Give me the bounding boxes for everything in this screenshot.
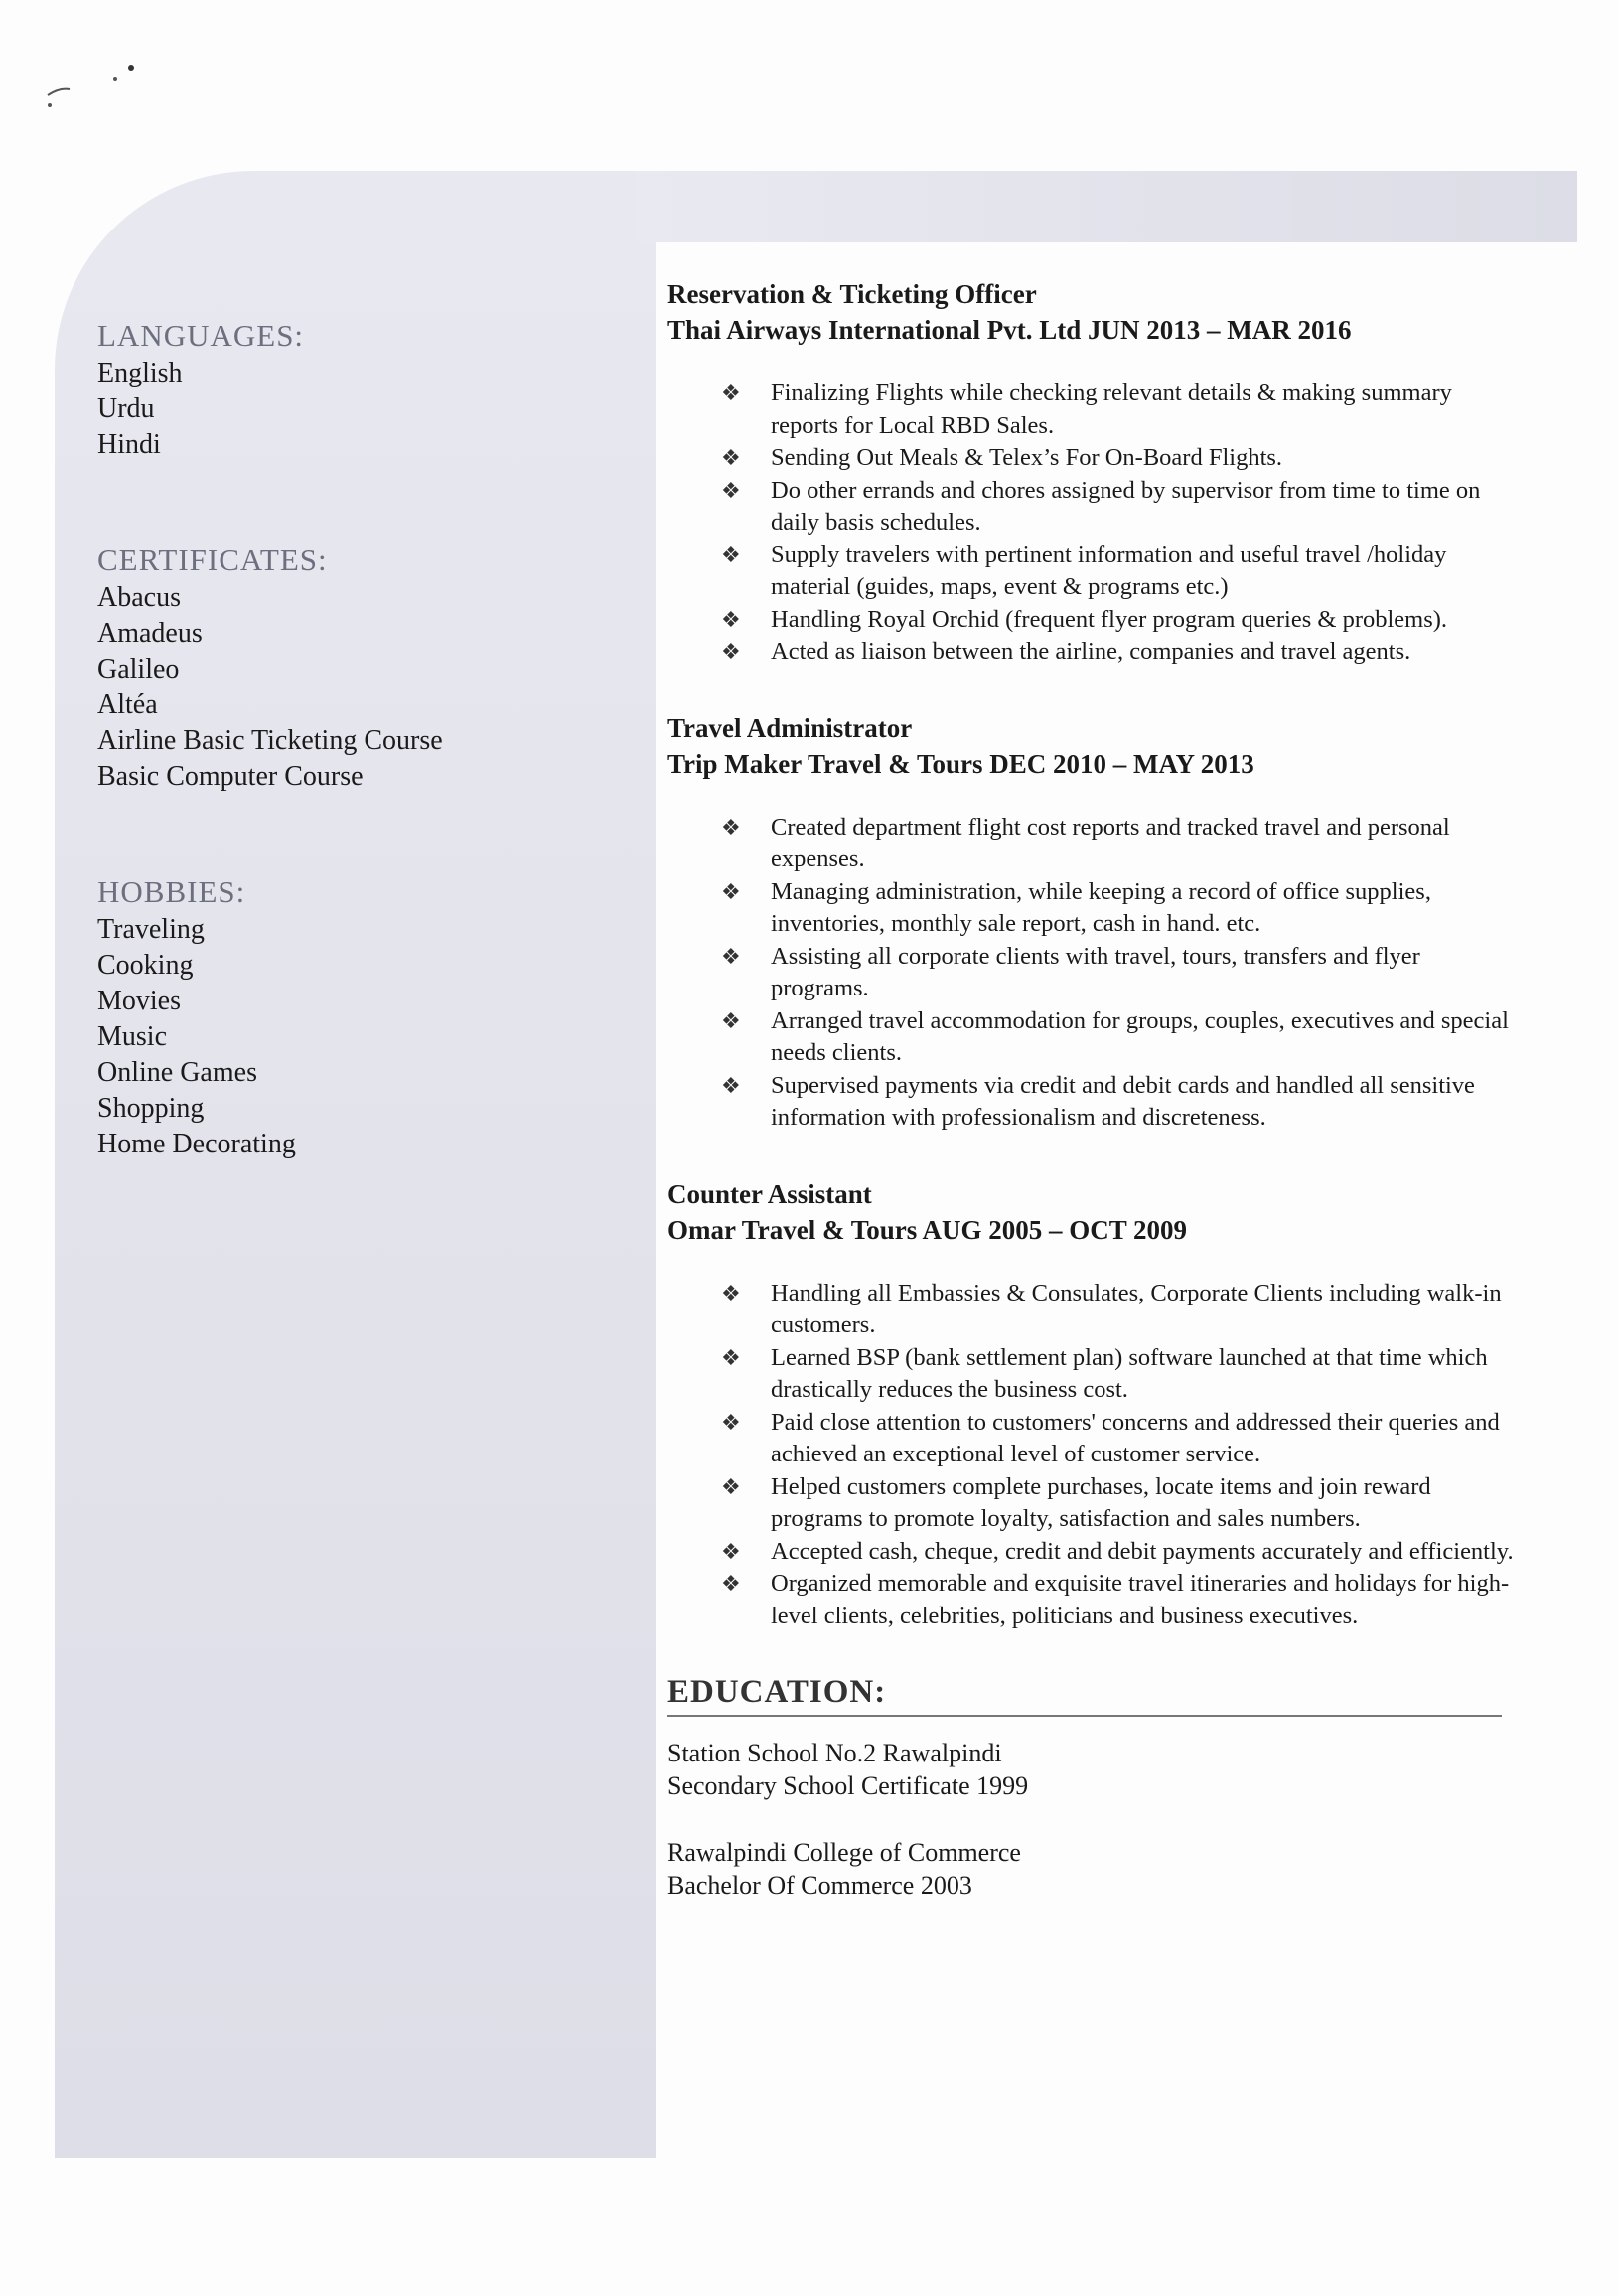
list-item: ❖ Do other errands and chores assigned by supervisor from time to time on daily basis schedules.: [721, 476, 1481, 536]
qualification: Secondary School Certificate 1999: [667, 1771, 1029, 1800]
job-duties-list: [667, 812, 1522, 1135]
list-item: ❖ Assisting all corporate clients with travel, tours, transfers and flyer programs.: [721, 942, 1420, 1001]
diamond-bullet-icon: ❖: [721, 1538, 741, 1564]
list-item: Shopping: [97, 1093, 205, 1124]
job-entry-trip-maker: [667, 710, 1522, 1135]
education-entry: [667, 1836, 1522, 1902]
list-item: Amadeus: [97, 618, 203, 649]
list-item: ❖ Arranged travel accommodation for groups, couples, executives and special needs clients.: [721, 1006, 1509, 1066]
list-item: ❖ Supply travelers with pertinent information and useful travel /holiday material (guides, maps, event & programs etc.): [721, 540, 1447, 600]
header-band: [636, 171, 1577, 242]
list-item: ❖ Supervised payments via credit and debit cards and handled all sensitive information with professionalism and discreteness.: [721, 1071, 1475, 1131]
job-title: Counter Assistant: [667, 1178, 872, 1209]
diamond-bullet-icon: ❖: [721, 943, 741, 969]
list-item: Altéa: [97, 689, 158, 720]
job-duties-list: [667, 378, 1522, 669]
list-item: ❖ Handling Royal Orchid (frequent flyer program queries & problems).: [721, 604, 1522, 637]
diamond-bullet-icon: ❖: [721, 1280, 741, 1305]
right-column: [667, 276, 1522, 1935]
diamond-bullet-icon: ❖: [721, 381, 741, 405]
list-item: Airline Basic Ticketing Course: [97, 725, 443, 756]
hobbies-heading: HOBBIES:: [97, 874, 246, 909]
list-item: ❖ Organized memorable and exquisite travel itineraries and holidays for high-level clients, celebrities, politicians and business executives.: [721, 1570, 1510, 1629]
scan-specks-icon: [40, 60, 159, 119]
certificates-heading: CERTIFICATES:: [97, 542, 328, 577]
hobbies-section: [97, 874, 614, 1162]
job-duties-list: [667, 1278, 1522, 1633]
languages-list: [97, 356, 614, 463]
list-item: Movies: [97, 986, 181, 1016]
list-item: Urdu: [97, 393, 155, 424]
diamond-bullet-icon: ❖: [721, 1409, 741, 1435]
list-item: Home Decorating: [97, 1129, 296, 1159]
list-item: ❖ Created department flight cost reports and tracked travel and personal expenses.: [721, 813, 1450, 872]
school-name: Rawalpindi College of Commerce: [667, 1838, 1021, 1867]
certificates-section: [97, 542, 614, 795]
list-item: English: [97, 358, 183, 388]
diamond-bullet-icon: ❖: [721, 1007, 741, 1033]
list-item: ❖ Learned BSP (bank settlement plan) software launched at that time which drastically reduces the business cost.: [721, 1343, 1488, 1403]
job-entry-omar-travel: [667, 1176, 1522, 1633]
list-item: ❖ Helped customers complete purchases, locate items and join reward programs to promote loyalty, satisfaction and sales numbers.: [721, 1472, 1431, 1532]
diamond-bullet-icon: ❖: [721, 639, 741, 664]
list-item: ❖ Accepted cash, cheque, credit and debit payments accurately and efficiently.: [721, 1536, 1522, 1569]
diamond-bullet-icon: ❖: [721, 445, 741, 470]
list-item: ❖ Paid close attention to customers' concerns and addressed their queries and achieved an exceptional level of customer service.: [721, 1408, 1500, 1467]
hobbies-list: [97, 912, 614, 1162]
diamond-bullet-icon: ❖: [721, 1473, 741, 1499]
list-item: Music: [97, 1021, 167, 1052]
job-company: Omar Travel & Tours AUG 2005 – OCT 2009: [667, 1214, 1188, 1245]
education-entry: [667, 1737, 1522, 1802]
diamond-bullet-icon: ❖: [721, 1571, 741, 1596]
education-list: [667, 1737, 1522, 1902]
list-item: ❖ Sending Out Meals & Telex’s For On-Board Flights.: [721, 442, 1522, 475]
list-item: ❖ Acted as liaison between the airline, companies and travel agents.: [721, 636, 1522, 669]
languages-heading: LANGUAGES:: [97, 318, 305, 353]
list-item: Cooking: [97, 950, 194, 981]
certificates-list: [97, 580, 614, 795]
job-company: Thai Airways International Pvt. Ltd JUN 2013 – MAR 2016: [667, 315, 1352, 345]
list-item: Basic Computer Course: [97, 761, 364, 792]
education-heading: EDUCATION:: [667, 1674, 1502, 1717]
job-title: Reservation & Ticketing Officer: [667, 279, 1037, 309]
diamond-bullet-icon: ❖: [721, 878, 741, 904]
list-item: ❖ Managing administration, while keeping a record of office supplies, inventories, monthly sale report, cash in hand. etc.: [721, 877, 1431, 937]
diamond-bullet-icon: ❖: [721, 1344, 741, 1370]
list-item: Online Games: [97, 1057, 257, 1088]
diamond-bullet-icon: ❖: [721, 1072, 741, 1098]
list-item: ❖ Finalizing Flights while checking relevant details & making summary reports for Local RBD Sales.: [721, 380, 1452, 439]
list-item: Galileo: [97, 654, 180, 685]
job-entry-thai-airways: [667, 276, 1522, 669]
list-item: ❖ Handling all Embassies & Consulates, Corporate Clients including walk-in customers.: [721, 1279, 1502, 1338]
job-title: Travel Administrator: [667, 712, 913, 743]
diamond-bullet-icon: ❖: [721, 541, 741, 567]
diamond-bullet-icon: ❖: [721, 814, 741, 840]
education-section: [667, 1674, 1522, 1902]
list-item: Abacus: [97, 582, 181, 613]
job-company: Trip Maker Travel & Tours DEC 2010 – MAY 2013: [667, 748, 1254, 779]
list-item: Hindi: [97, 429, 161, 460]
diamond-bullet-icon: ❖: [721, 606, 741, 632]
school-name: Station School No.2 Rawalpindi: [667, 1739, 1002, 1767]
left-column: [97, 318, 614, 1242]
diamond-bullet-icon: ❖: [721, 477, 741, 503]
languages-section: [97, 318, 614, 463]
qualification: Bachelor Of Commerce 2003: [667, 1871, 972, 1900]
list-item: Traveling: [97, 914, 205, 945]
